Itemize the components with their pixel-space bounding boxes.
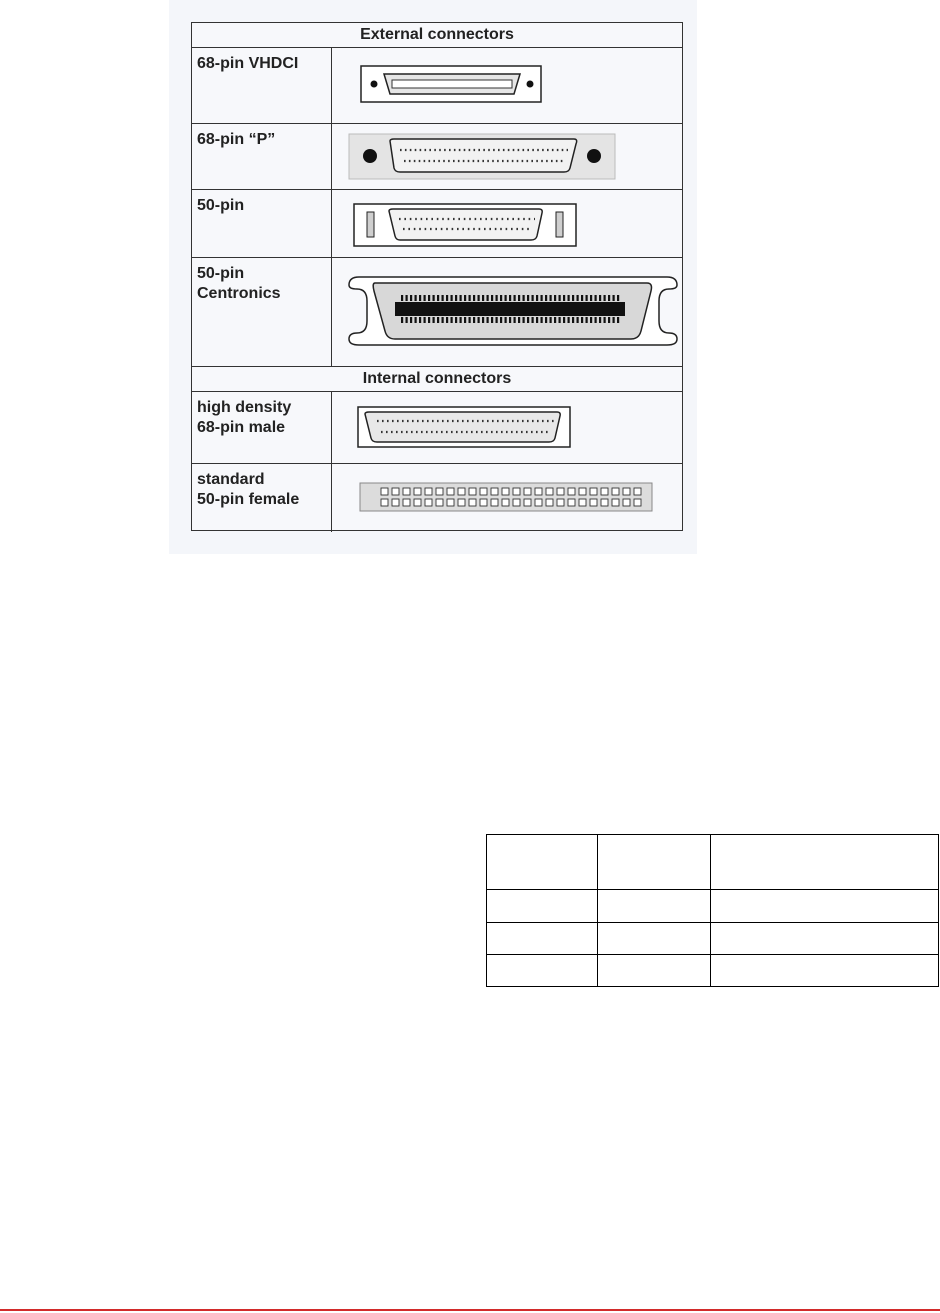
connector-row (192, 392, 682, 464)
table-cell (597, 890, 711, 922)
footer-rule (0, 1309, 940, 1311)
vhdci-68-connector-icon (360, 65, 544, 103)
connector-label: standard 50-pin female (192, 464, 332, 532)
centronics-50-connector-icon (347, 275, 679, 347)
table-cell (711, 835, 939, 890)
table-cell (487, 954, 598, 986)
table-cell (597, 922, 711, 954)
connector-label: 50-pin Centronics (192, 258, 332, 366)
hd-68-male-connector-icon (357, 406, 573, 448)
connector-label: 68-pin “P” (192, 124, 332, 189)
connector-row (192, 48, 682, 124)
p-68-connector-icon (348, 132, 618, 182)
table-row (487, 835, 939, 890)
connector-row (192, 258, 682, 367)
connector-label: 68-pin VHDCI (192, 48, 332, 123)
internal-connectors-header: Internal connectors (192, 367, 682, 392)
table-cell (711, 922, 939, 954)
connector-label: high density 68-pin male (192, 392, 332, 463)
table-cell (487, 890, 598, 922)
empty-table (486, 834, 939, 987)
std-50-female-connector-icon (359, 482, 655, 514)
connector-row (192, 124, 682, 190)
table-cell (487, 922, 598, 954)
table-row (487, 922, 939, 954)
table-cell (597, 954, 711, 986)
table-cell (487, 835, 598, 890)
table-cell (711, 954, 939, 986)
table-row (487, 954, 939, 986)
external-connectors-header: External connectors (192, 23, 682, 48)
table-cell (597, 835, 711, 890)
connector-table (191, 22, 683, 531)
pin-50-connector-icon (353, 203, 579, 247)
table-cell (711, 890, 939, 922)
connector-row (192, 190, 682, 258)
table-row (487, 890, 939, 922)
connector-row (192, 464, 682, 532)
connector-label: 50-pin (192, 190, 332, 257)
